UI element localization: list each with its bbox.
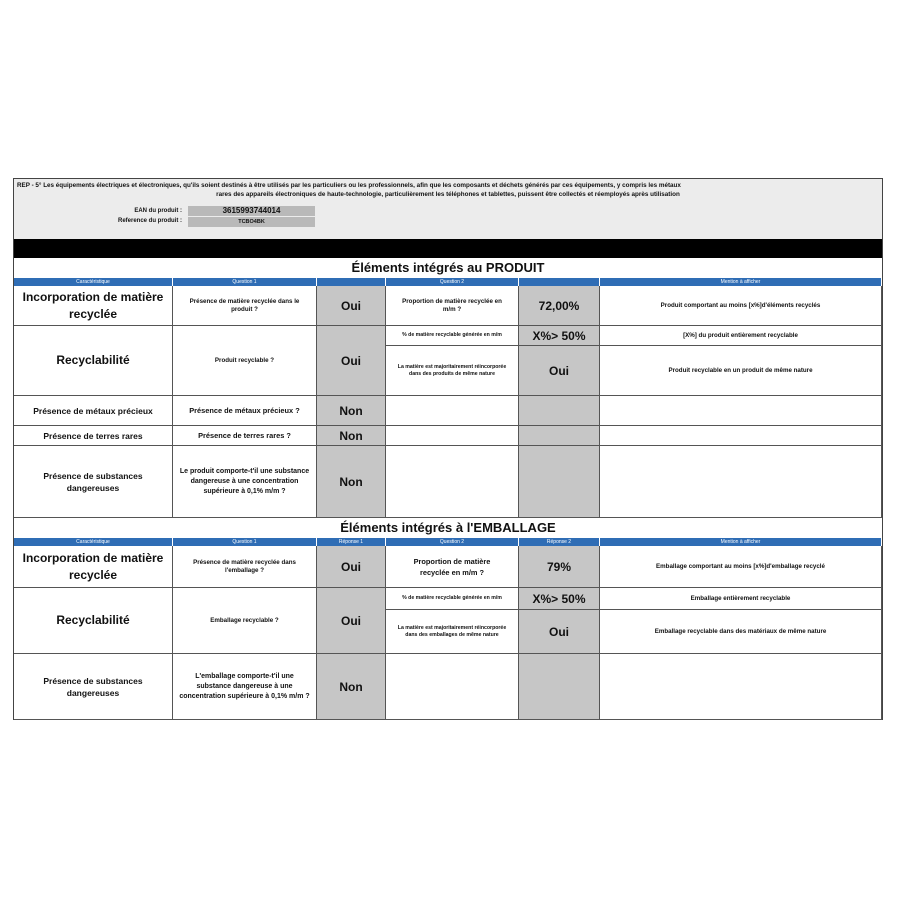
produit-r2-incorporation: 72,00% [519,286,600,326]
emballage-q1-substances: L'emballage comporte-t'il une substance dangereuse à une concentration supérieure à 0,1% m/m ? [173,654,317,720]
emballage-q1-incorporation: Présence de matière recyclée dans l'emballage ? [173,546,317,588]
emballage-r1-incorporation: Oui [317,546,386,588]
produit-q2-terres-empty [386,426,519,446]
header-question-1: Question 1 [173,278,317,286]
produit-mention-metaux-empty [600,396,882,426]
emballage-mention-incorporation: Emballage comportant au moins [x%]d'emballage recyclé [600,546,882,588]
produit-mention-substances-empty [600,446,882,518]
emballage-carac-substances: Présence de substances dangereuses [14,654,173,720]
ref-value: TCBO4BK [188,217,315,227]
header-reponse-2: Réponse 2 [519,538,600,546]
emballage-carac-incorporation: Incorporation de matière recyclée [14,546,173,588]
intro-line-1: REP - 5° Les équipements électriques et électroniques, qu'ils soient destinés à être utilisés par les particuliers ou les professionnels, afin que les composants et déchets générés par ces équipements, y compris les métaux [17,182,681,189]
produit-r1-incorporation: Oui [317,286,386,326]
intro-text [17,181,879,199]
emballage-r1-substances: Non [317,654,386,720]
produit-title: Éléments intégrés au PRODUIT [351,260,545,275]
emballage-r1-recyclabilite: Oui [317,588,386,654]
emballage-title: Éléments intégrés à l'EMBALLAGE [340,520,556,535]
header-question-2: Question 2 [386,278,519,286]
ref-row [14,217,882,227]
produit-q2a-recyclabilite: % de matière recyclable générée en m/m [386,326,519,346]
produit-carac-incorporation: Incorporation de matière recyclée [14,286,173,326]
header-mention: Mention à afficher [600,538,882,546]
produit-q2-incorporation: Proportion de matière recyclée en m/m ? [386,286,519,326]
produit-q2b-recyclabilite: La matière est majoritairement réincorporée dans des produits de même nature [386,346,519,396]
header-reponse-2 [519,278,600,286]
header-mention: Mention à afficher [600,278,882,286]
ean-value: 3615993744014 [188,206,315,216]
black-separator [14,239,882,258]
emballage-q1-recyclabilite: Emballage recyclable ? [173,588,317,654]
ean-label: EAN du produit : [134,208,182,214]
header-caracteristique: Caractéristique [14,278,173,286]
ean-row [14,206,882,216]
intro-block [14,179,882,239]
produit-q1-recyclabilite: Produit recyclable ? [173,326,317,396]
produit-q2-metaux-empty [386,396,519,426]
produit-carac-terres-rares: Présence de terres rares [14,426,173,446]
emballage-q2a-recyclabilite: % de matière recyclable générée en m/m [386,588,519,610]
header-question-1: Question 1 [173,538,317,546]
header-reponse-1 [317,278,386,286]
produit-r2-substances-empty [519,446,600,518]
produit-mention-terres-empty [600,426,882,446]
produit-r1-recyclabilite: Oui [317,326,386,396]
emballage-q2b-recyclabilite: La matière est majoritairement réincorporée dans des emballages de même nature [386,610,519,654]
rep-sheet [13,178,883,720]
produit-r2-metaux-empty [519,396,600,426]
emballage-r2-incorporation: 79% [519,546,600,588]
emballage-q2-substances-empty [386,654,519,720]
emballage-r2a-recyclabilite: X%> 50% [519,588,600,610]
emballage-mention-a-recyclabilite: Emballage entièrement recyclable [600,588,882,610]
produit-r1-terres-rares: Non [317,426,386,446]
produit-carac-substances: Présence de substances dangereuses [14,446,173,518]
produit-r1-metaux: Non [317,396,386,426]
produit-r1-substances: Non [317,446,386,518]
intro-line-2: rares des appareils électroniques de haute-technologie, particulièrement les téléphones et tablettes, puissent être collectés et réemployés après utilisation [216,191,680,198]
produit-carac-recyclabilite: Recyclabilité [14,326,173,396]
ref-label: Reference du produit : [117,218,182,224]
header-question-2: Question 2 [386,538,519,546]
emballage-mention-b-recyclabilite: Emballage recyclable dans des matériaux de même nature [600,610,882,654]
produit-mention-a-recyclabilite: [X%] du produit entièrement recyclable [600,326,882,346]
emballage-carac-recyclabilite: Recyclabilité [14,588,173,654]
produit-r2-terres-empty [519,426,600,446]
produit-r2a-recyclabilite: X%> 50% [519,326,600,346]
header-caracteristique: Caractéristique [14,538,173,546]
emballage-r2b-recyclabilite: Oui [519,610,600,654]
produit-carac-metaux: Présence de métaux précieux [14,396,173,426]
emballage-mention-substances-empty [600,654,882,720]
emballage-r2-substances-empty [519,654,600,720]
produit-q1-terres-rares: Présence de terres rares ? [173,426,317,446]
emballage-q2-incorporation: Proportion de matière recyclée en m/m ? [386,546,519,588]
produit-q1-metaux: Présence de métaux précieux ? [173,396,317,426]
produit-q1-substances: Le produit comporte-t'il une substance dangereuse à une concentration supérieure à 0,1% m/m ? [173,446,317,518]
produit-r2b-recyclabilite: Oui [519,346,600,396]
produit-q2-substances-empty [386,446,519,518]
produit-q1-incorporation: Présence de matière recyclée dans le produit ? [173,286,317,326]
produit-mention-b-recyclabilite: Produit recyclable en un produit de même nature [600,346,882,396]
produit-mention-incorporation: Produit comportant au moins [x%]d'éléments recyclés [600,286,882,326]
header-reponse-1: Réponse 1 [317,538,386,546]
